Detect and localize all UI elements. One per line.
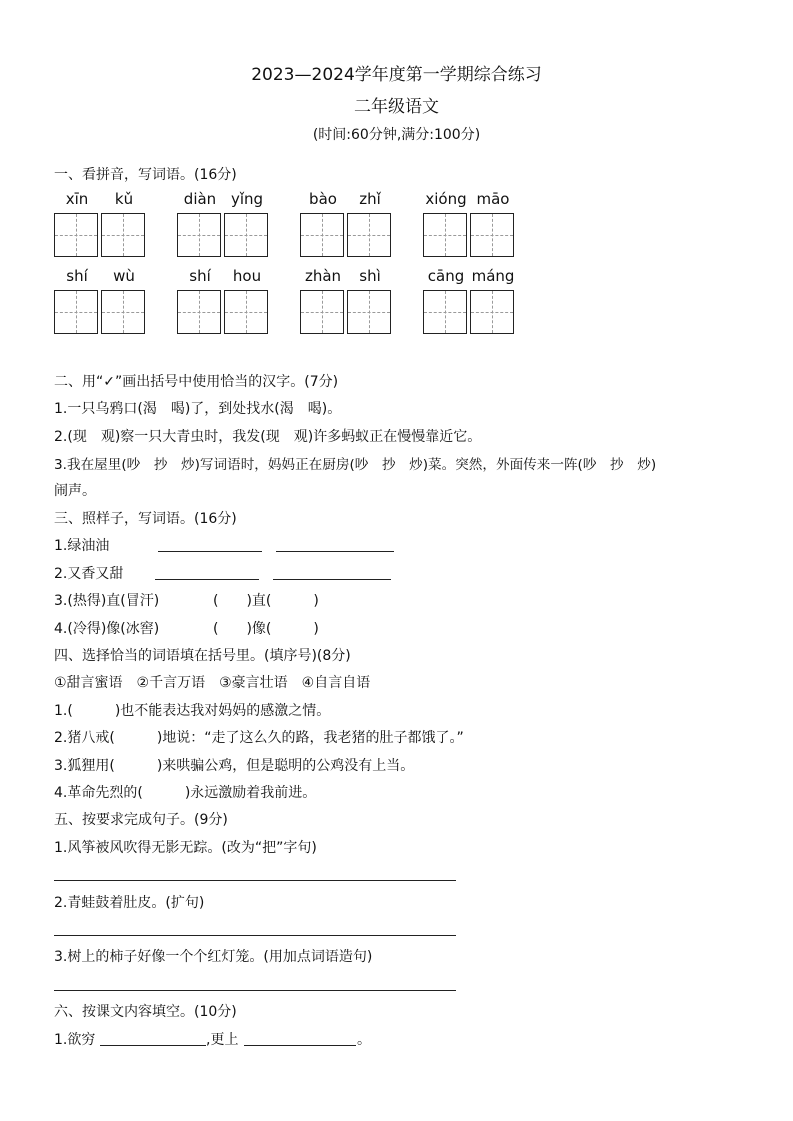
question-line: 3.(热得)直(冒汗)	[54, 593, 160, 609]
writing-box[interactable]	[470, 213, 514, 257]
writing-box[interactable]	[423, 213, 467, 257]
question-line: 3.我在屋里(吵 抄 炒)写词语时，妈妈正在厨房(吵 抄 炒)菜。突然，外面传来一阵(吵 抄 炒)	[54, 457, 657, 473]
exam-time-info: (时间:60分钟,满分:100分)	[312, 127, 481, 143]
pinyin-label: shí	[189, 267, 211, 285]
writing-box[interactable]	[101, 213, 145, 257]
question-line: 4.(冷得)像(冰窖)	[54, 621, 160, 637]
section3-heading: 三、照样子，写词语。(16分)	[54, 511, 237, 527]
writing-box[interactable]	[300, 290, 344, 334]
pinyin-label: wù	[113, 267, 135, 285]
answer-line[interactable]	[54, 880, 456, 881]
answer-line[interactable]	[158, 551, 262, 552]
section6-heading: 六、按课文内容填空。(10分)	[54, 1004, 237, 1020]
question-line: 2.又香又甜	[54, 566, 124, 582]
question-line: 1.绿油油	[54, 538, 110, 554]
question-line: 1.欲穷	[54, 1032, 96, 1048]
writing-box[interactable]	[224, 290, 268, 334]
exam-subject: 二年级语文	[354, 97, 439, 117]
answer-line[interactable]	[100, 1045, 206, 1046]
section5-heading: 五、按要求完成句子。(9分)	[54, 812, 228, 828]
question-line: 3.树上的柿子好像一个个红灯笼。(用加点词语造句)	[54, 949, 373, 965]
question-line: ,更上	[206, 1032, 239, 1048]
pinyin-label: hou	[232, 267, 262, 285]
answer-line[interactable]	[54, 935, 456, 936]
fill-blank[interactable]: ( )像( )	[213, 621, 319, 637]
question-line: 闹声。	[54, 483, 96, 499]
answer-line[interactable]	[54, 990, 456, 991]
exam-title: 2023—2024学年度第一学期综合练习	[251, 65, 542, 85]
answer-line[interactable]	[276, 551, 394, 552]
answer-line[interactable]	[155, 579, 259, 580]
pinyin-label: shí	[66, 267, 88, 285]
question-line: 2.(现 观)察一只大青虫时，我发(现 观)许多蚂蚁正在慢慢靠近它。	[54, 429, 482, 445]
fill-blank[interactable]: ( )直( )	[213, 593, 319, 609]
question-line: 3.狐狸用( )来哄骗公鸡，但是聪明的公鸡没有上当。	[54, 758, 415, 774]
pinyin-label: kǔ	[114, 190, 134, 208]
pinyin-label: zhàn	[304, 267, 342, 285]
answer-line[interactable]	[273, 579, 391, 580]
section1-heading: 一、看拼音，写词语。(16分)	[54, 167, 237, 183]
writing-box[interactable]	[177, 290, 221, 334]
pinyin-label: bào	[309, 190, 337, 208]
writing-box[interactable]	[300, 213, 344, 257]
question-line: 2.猪八戒( )地说：“走了这么久的路，我老猪的肚子都饿了。”	[54, 730, 464, 746]
pinyin-label: máng	[471, 267, 515, 285]
writing-box[interactable]	[347, 290, 391, 334]
question-line: 1.一只乌鸦口(渴 喝)了，到处找水(渴 喝)。	[54, 401, 342, 417]
section4-heading: 四、选择恰当的词语填在括号里。(填序号)(8分)	[54, 648, 351, 664]
pinyin-label: yǐng	[230, 190, 264, 208]
word-options: ①甜言蜜语 ②千言万语 ③豪言壮语 ④自言自语	[54, 675, 371, 691]
pinyin-label: diàn	[183, 190, 217, 208]
pinyin-label: xīn	[65, 190, 89, 208]
pinyin-label: cāng	[427, 267, 465, 285]
writing-box[interactable]	[423, 290, 467, 334]
answer-line[interactable]	[244, 1045, 356, 1046]
pinyin-label: shì	[359, 267, 381, 285]
writing-box[interactable]	[470, 290, 514, 334]
section2-heading: 二、用“✓”画出括号中使用恰当的汉字。(7分)	[54, 374, 339, 390]
writing-box[interactable]	[54, 290, 98, 334]
question-line: 4.革命先烈的( )永远激励着我前进。	[54, 785, 317, 801]
pinyin-label: māo	[476, 190, 510, 208]
writing-box[interactable]	[54, 213, 98, 257]
pinyin-label: zhǐ	[359, 190, 381, 208]
writing-box[interactable]	[101, 290, 145, 334]
question-line: 2.青蛙鼓着肚皮。(扩句)	[54, 895, 205, 911]
question-line: 1.风筝被风吹得无影无踪。(改为“把”字句)	[54, 840, 317, 856]
pinyin-label: xióng	[425, 190, 467, 208]
question-line: 1.( )也不能表达我对妈妈的感激之情。	[54, 703, 331, 719]
question-line: 。	[357, 1032, 371, 1048]
writing-box[interactable]	[177, 213, 221, 257]
writing-box[interactable]	[224, 213, 268, 257]
writing-box[interactable]	[347, 213, 391, 257]
